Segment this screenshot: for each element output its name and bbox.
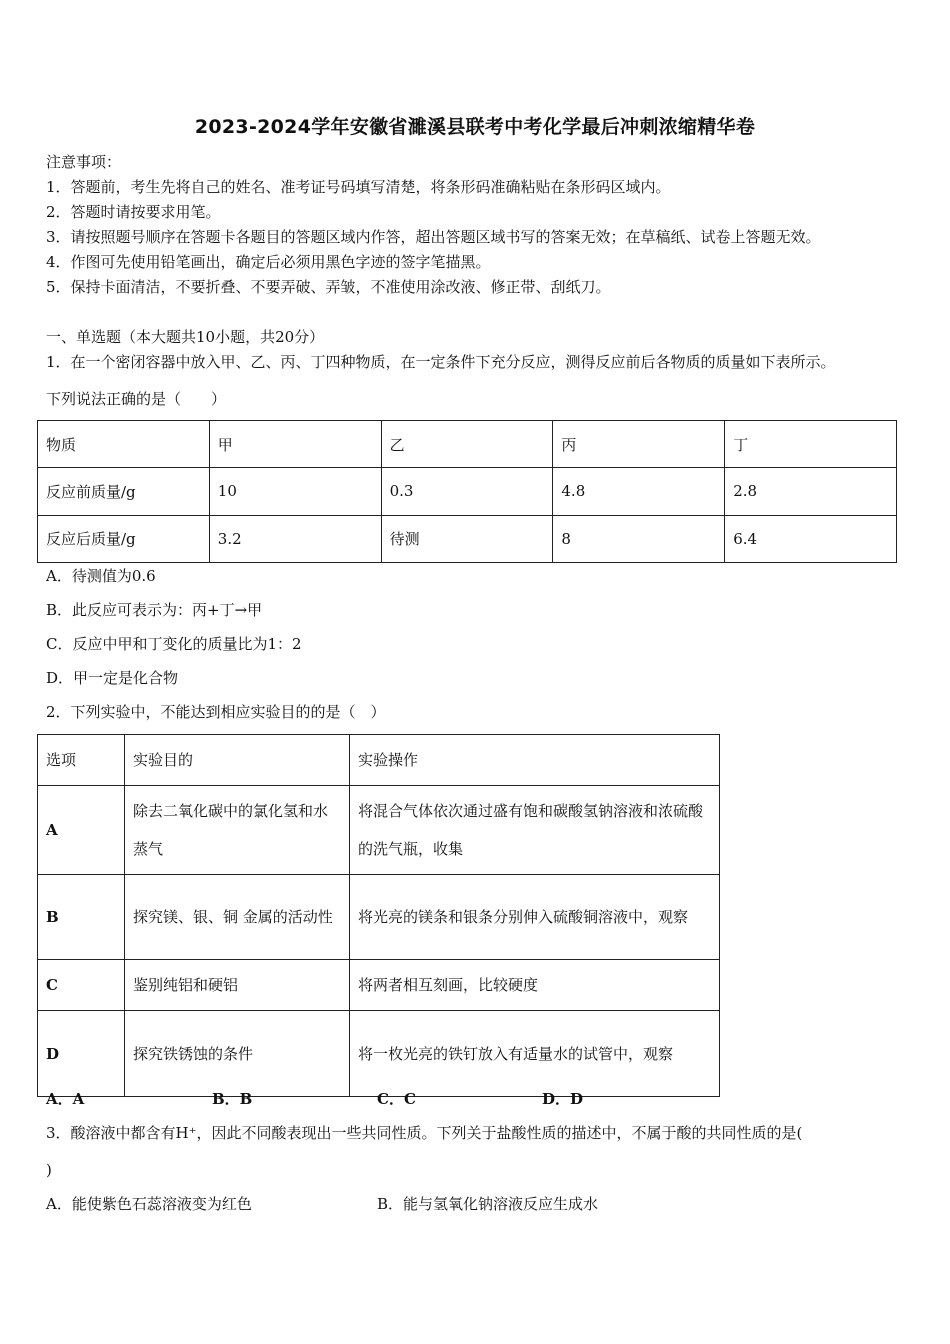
notice-item: 3．请按照题号顺序在答题卡各题目的答题区域内作答，超出答题区域书写的答案无效；在草稿纸、试卷上答题无效。 (46, 228, 821, 246)
q1-stem-continued: 下列说法正确的是（ ） (46, 390, 227, 408)
table-cell: D (38, 1011, 125, 1097)
table-cell: 实验操作 (350, 735, 720, 786)
table-cell: 探究铁锈蚀的条件 (125, 1011, 350, 1097)
table-row (38, 468, 897, 515)
q3-option-a: A．能使紫色石蕊溶液变为红色 (46, 1195, 252, 1213)
table-cell: 反应前质量/g (38, 468, 210, 515)
section-heading: 一、单选题（本大题共10小题，共20分） (46, 328, 325, 346)
q2-option-a: A．A (46, 1090, 85, 1108)
table-cell: 丙 (553, 421, 725, 468)
table-header-row (38, 735, 720, 786)
table-cell: 除去二氧化碳中的氯化氢和水蒸气 (125, 786, 350, 875)
table-cell: 将混合气体依次通过盛有饱和碳酸氢钠溶液和浓硫酸的洗气瓶，收集 (350, 786, 720, 875)
page-title: 2023-2024学年安徽省濉溪县联考中考化学最后冲刺浓缩精华卷 (194, 116, 756, 138)
table-cell: A (38, 786, 125, 875)
q2-experiment-table (37, 734, 720, 1097)
q1-option-c: C．反应中甲和丁变化的质量比为1：2 (46, 635, 302, 653)
table-cell: 10 (209, 468, 381, 515)
notice-heading: 注意事项： (46, 153, 122, 171)
notice-item: 5．保持卡面清洁，不要折叠、不要弄破、弄皱，不准使用涂改液、修正带、刮纸刀。 (46, 278, 611, 296)
table-cell: 8 (553, 515, 725, 562)
table-cell: 0.3 (381, 468, 553, 515)
table-cell: 探究镁、银、铜 金属的活动性 (125, 875, 350, 960)
table-cell: 6.4 (725, 515, 897, 562)
q1-option-d: D．甲一定是化合物 (46, 669, 179, 687)
q3-option-b: B．能与氢氧化钠溶液反应生成水 (377, 1195, 599, 1213)
notice-item: 1．答题前，考生先将自己的姓名、准考证号码填写清楚，将条形码准确粘贴在条形码区域内。 (46, 178, 671, 196)
table-cell: 选项 (38, 735, 125, 786)
table-cell: 物质 (38, 421, 210, 468)
q1-option-a: A．待测值为0.6 (46, 567, 156, 585)
q3-stem: 3．酸溶液中都含有H⁺，因此不同酸表现出一些共同性质。下列关于盐酸性质的描述中，不属于酸的共同性质的是( (46, 1124, 803, 1142)
q2-stem: 2．下列实验中，不能达到相应实验目的的是（ ） (46, 703, 386, 721)
table-cell: 鉴别纯铝和硬铝 (125, 960, 350, 1011)
table-row (38, 1011, 720, 1097)
q2-option-c: C．C (377, 1090, 416, 1108)
table-cell: 将一枚光亮的铁钉放入有适量水的试管中，观察 (350, 1011, 720, 1097)
table-cell: 乙 (381, 421, 553, 468)
table-cell: 甲 (209, 421, 381, 468)
table-cell: 3.2 (209, 515, 381, 562)
table-cell: 4.8 (553, 468, 725, 515)
table-row (38, 786, 720, 875)
table-cell: 2.8 (725, 468, 897, 515)
table-cell: 反应后质量/g (38, 515, 210, 562)
table-cell: 待测 (381, 515, 553, 562)
q2-option-d: D．D (542, 1090, 584, 1108)
table-cell: 将光亮的镁条和银条分别伸入硫酸铜溶液中，观察 (350, 875, 720, 960)
table-cell: B (38, 875, 125, 960)
table-row (38, 515, 897, 562)
table-row (38, 875, 720, 960)
notice-item: 4．作图可先使用铅笔画出，确定后必须用黑色字迹的签字笔描黑。 (46, 253, 491, 271)
table-cell: 将两者相互刻画，比较硬度 (350, 960, 720, 1011)
table-header-row (38, 421, 897, 468)
table-cell: C (38, 960, 125, 1011)
q3-stem-continued: ) (46, 1161, 52, 1179)
table-cell: 丁 (725, 421, 897, 468)
table-row (38, 960, 720, 1011)
q2-option-b: B．B (212, 1090, 253, 1108)
q1-option-b: B．此反应可表示为：丙+丁→甲 (46, 601, 263, 619)
q1-stem: 1．在一个密闭容器中放入甲、乙、丙、丁四种物质，在一定条件下充分反应，测得反应前后各物质的质量如下表所示。 (46, 353, 836, 371)
q1-mass-table (37, 420, 897, 563)
table-cell: 实验目的 (125, 735, 350, 786)
notice-item: 2．答题时请按要求用笔。 (46, 203, 221, 221)
